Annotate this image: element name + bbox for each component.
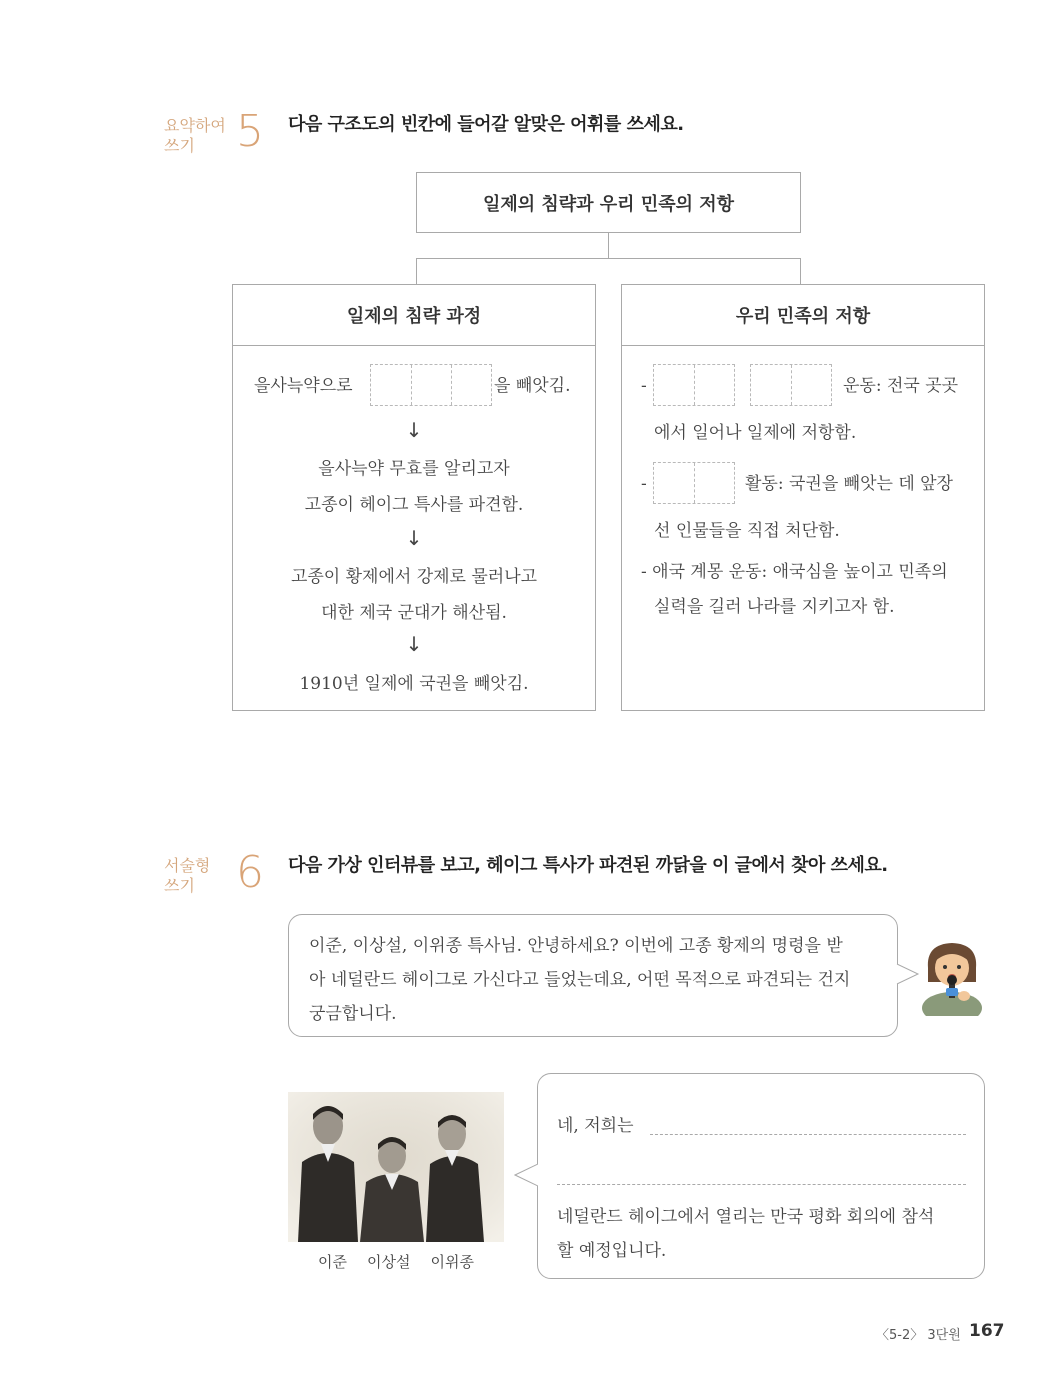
answer-end: [557, 1200, 977, 1268]
blank-divider: [791, 365, 792, 405]
invasion-step2-line2: 고종이 헤이그 특사를 파견함.: [304, 495, 524, 515]
interviewer-question-line1: 이준, 이상설, 이위종 특사님. 안녕하세요? 이번에 고종 황제의 명령을 받: [309, 936, 843, 956]
envoy-answer-bubble: [537, 1073, 985, 1279]
interviewer-question-line2: 아 네덜란드 헤이그로 가신다고 들었는데요, 어떤 목적으로 파견되는 건지: [309, 970, 851, 990]
blank-divider: [694, 365, 695, 405]
blank-answer-3[interactable]: [653, 462, 735, 504]
answer-line-2[interactable]: [557, 1184, 966, 1185]
q6-number: 6: [236, 847, 264, 898]
q6-tag: [164, 856, 210, 896]
resistance-item2-cont: 선 인물들을 직접 처단함.: [654, 521, 840, 541]
hague-envoys-photo: [288, 1092, 504, 1242]
connector-left: [416, 258, 417, 284]
blank-answer-2a[interactable]: [653, 364, 735, 406]
photo-caption: [288, 1251, 504, 1272]
interviewer-question: [309, 929, 884, 1031]
invasion-process-title: 일제의 침략 과정: [346, 306, 482, 327]
page-number: 167: [969, 1321, 1005, 1341]
q6-tag-line1: 서술형: [164, 856, 211, 875]
caption-name-2: 이상설: [367, 1253, 411, 1271]
resistance-item1-cont: 에서 일어나 일제에 저항함.: [654, 423, 857, 443]
resistance-item1-post: 운동: 전국 곳곳: [843, 376, 959, 396]
arrow-down-icon: ↓: [405, 632, 423, 656]
invasion-step2-line1: 을사늑약 무효를 알리고자: [318, 459, 510, 479]
resistance-item3-line1: - 애국 계몽 운동: 애국심을 높이고 민족의: [641, 562, 948, 582]
resistance-item2-dash: -: [641, 474, 647, 494]
resistance-item2-post: 활동: 국권을 빼앗는 데 앞장: [745, 474, 953, 494]
interviewer-speech-bubble: [288, 914, 898, 1037]
blank-answer-2b[interactable]: [750, 364, 832, 406]
resistance-item1-dash: -: [641, 376, 647, 396]
q5-question: 다음 구조도의 빈칸에 들어갈 알맞은 어휘를 쓰세요.: [288, 114, 684, 135]
bubble-tail-icon: [514, 1164, 538, 1186]
connector-horizontal: [416, 258, 801, 259]
invasion-step1-pre: 을사늑약으로: [254, 376, 353, 396]
caption-name-1: 이준: [318, 1253, 347, 1271]
answer-start: 네, 저희는: [557, 1116, 634, 1136]
blank-answer-1[interactable]: [370, 364, 492, 406]
diagram-root-box: [416, 172, 801, 233]
invasion-step3-line2: 대한 제국 군대가 해산됨.: [321, 603, 507, 623]
q6-tag-line2: 쓰기: [164, 876, 195, 895]
caption-name-3: 이위종: [430, 1253, 474, 1271]
resistance-title: 우리 민족의 저항: [735, 306, 871, 327]
invasion-process-header: [233, 285, 595, 346]
bubble-tail-icon: [896, 964, 920, 984]
interviewer-question-line3: 궁금합니다.: [309, 1004, 397, 1024]
q5-tag-line2: 쓰기: [164, 136, 195, 155]
q5-number: 5: [236, 106, 264, 157]
invasion-step3-line1: 고종이 황제에서 강제로 물러나고: [290, 567, 538, 587]
answer-line-1[interactable]: [650, 1134, 966, 1135]
resistance-item3-line2: 실력을 길러 나라를 지키고자 함.: [654, 597, 895, 617]
invasion-step4: 1910년 일제에 국권을 빼앗김.: [299, 674, 529, 694]
interviewer-reporter-icon: [918, 938, 986, 1016]
footer-unit: 〈5-2〉 3단원: [876, 1328, 961, 1343]
answer-end-line1: 네덜란드 헤이그에서 열리는 만국 평화 회의에 참석: [557, 1207, 935, 1227]
arrow-down-icon: ↓: [405, 418, 423, 442]
blank-divider: [451, 365, 452, 405]
answer-end-line2: 할 예정입니다.: [557, 1241, 667, 1261]
connector-right: [800, 258, 801, 284]
blank-divider: [694, 463, 695, 503]
blank-divider: [411, 365, 412, 405]
diagram-root-title: 일제의 침략과 우리 민족의 저항: [482, 193, 735, 215]
arrow-down-icon: ↓: [405, 526, 423, 550]
q6-question: 다음 가상 인터뷰를 보고, 헤이그 특사가 파견된 까닭을 이 글에서 찾아 쓰세요.: [288, 855, 888, 876]
invasion-step1-post: 을 빼앗김.: [494, 376, 571, 396]
q5-tag-line1: 요약하여: [164, 116, 226, 135]
resistance-header: [622, 285, 984, 346]
q5-tag: [164, 116, 226, 156]
connector-vertical: [608, 233, 609, 258]
